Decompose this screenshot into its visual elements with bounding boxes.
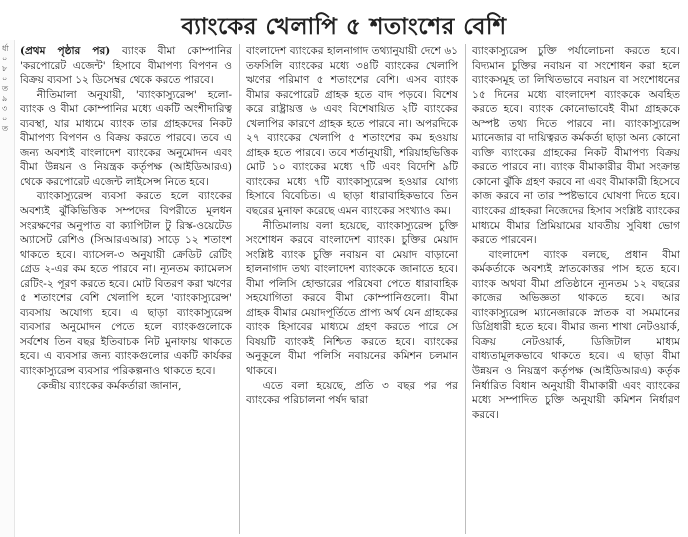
- continuation-tag: (প্রথম পৃষ্ঠার পর): [20, 45, 111, 57]
- article-body: [20, 44, 680, 534]
- column-1: [20, 44, 232, 534]
- column-divider: [239, 44, 240, 534]
- paragraph: ব্যাংকাস্যুরেন্স ব্যবসা করতে হলে ব্যাংকের অবশ্যই ঝুঁকিভিত্তিক সম্পদের বিপরীতে মূলধন সংরক্ষণের অনুপাত বা ক্যাপিটাল টু রিস্ক-ওয়েটেড অ্যাসেট রেশিও (সিআরএআর) সাড়ে ১২ শতাংশ থাকতে হবে। ব্যাসেল-৩ অনুযায়ী ক্রেডিট রেটিং গ্রেড ২-এর কম হতে পারবে না। ন্যূনতম ক্যামেলস রেটিং-২ পূরণ করতে হবে। মোট বিতরণ করা ঋণের ৫ শতাংশের বেশি খেলাপি হলে 'ব্যাংকাস্যুরেন্স' ব্যবসায় অযোগ্য হবে। এ ছাড়া ব্যাংকাস্যুরেন্স ব্যবসার অনুমোদন পেতে হলে ব্যাংকগুলোকে সর্বশেষ তিন বছর ইতিবাচক নিট মুনাফায় থাকতে হবে। এ ব্যবসার জন্য ব্যাংকগুলোর একটি কার্যকর ব্যাংকাস্যুরেন্স ব্যবসার পরিকল্পনাও থাকতে হবে।: [20, 190, 232, 378]
- paragraph: নীতিমালায় বলা হয়েছে, ব্যাংকাস্যুরেন্স চুক্তি সংশোধন করবে বাংলাদেশ ব্যাংক। চুক্তির মেয়াদ সংশ্লিষ্ট ব্যাংক চুক্তি নবায়ন বা মেয়াদ বাড়ানো হালনাগাদ তথ্য বাংলাদেশ ব্যাংককে জানাতে হবে। বীমা পলিসি হোল্ডারের পরিষেবা পেতে ধারাবাহিক সহযোগিতা করবে বীমা কোম্পানিগুলো। বীমা গ্রাহক বীমার মেয়াদপূর্তিতে প্রাপ্য অর্থ যেন গ্রাহকের ব্যাংক হিসাবের মাধ্যমে গ্রহণ করতে পারে সে বিষয়টি ব্যাংকই নিশ্চিত করতে হবে। ব্যাংকের অনুকূলে বীমা পলিসি নবায়নের কমিশন চলমান থাকবে।: [246, 219, 458, 378]
- column-2: [246, 44, 458, 534]
- paragraph: ব্যাংকাস্যুরেন্স চুক্তি পর্যালোচনা করতে হবে। বিদ্যমান চুক্তির নবায়ন বা সংশোধন করা হলে ব্যাংকসমূহ তা লিখিতভাবে নবায়ন বা সংশোধনের ১৫ দিনের মধ্যে বাংলাদেশ ব্যাংককে অবহিত করতে হবে। ব্যাংক কোনোভাবেই বীমা গ্রাহককে অস্পষ্ট তথ্য দিতে পারবে না। ব্যাংকাস্যুরেন্স ম্যানেজার বা দায়িত্বরত কর্মকর্তা ছাড়া অন্য কোনো ব্যক্তি ব্যাংকের গ্রাহকের নিকট বীমাপণ্য বিক্রয় করতে পারবে না। ব্যাংক বীমাকারীর বীমা সংক্রান্ত কোনো ঝুঁকি গ্রহণ করবে না এবং বীমাকারী হিসেবে কাজ করবে না তার স্পষ্টভাবে ঘোষণা দিতে হবে। ব্যাংকের গ্রাহকরা নিজেদের হিসাব সংশ্লিষ্ট ব্যাংকের মাধ্যমে বীমার প্রিমিয়ামের যাবতীয় সুবিধা ভোগ করতে পারবেন।: [472, 45, 680, 247]
- paragraph: [20, 44, 232, 88]
- paragraph: এতে বলা হয়েছে, প্রতি ৩ বছর পর পর ব্যাংকের পরিচালনা পর্ষদ দ্বারা: [246, 379, 458, 407]
- paragraph-text: ব্যাংক বীমা কোম্পানির 'করপোরেট এজেন্ট' হিসাবে বীমাপণ্য বিপণন ও বিক্রয় ব্যবসা ১২ ডিসেম্বর থেকে করতে পারবে।: [20, 45, 232, 87]
- adjacent-page-edge: [0, 40, 15, 537]
- paragraph: বাংলাদেশ ব্যাংকের হালনাগাদ তথ্যানুযায়ী দেশে ৬১ তফসিলি ব্যাংকের মধ্যে ৩৪টি ব্যাংকের খেলাপি ঋণের পরিমাণ ৫ শতাংশের বেশি। এসব ব্যাংক বীমার করপোরেট গ্রাহক হতে বাদ পড়বে। বিশেষ করে রাষ্ট্রায়ত্ত ৬ এবং বিশেষায়িত ২টি ব্যাংকের খেলাপির কারণে গ্রাহক হতে পারবে না। অপরদিকে ২৭ ব্যাংকের খেলাপি ৫ শতাংশের কম হওয়ায় গ্রাহক হতে পারবে। তবে শর্তানুযায়ী, শরিয়াহভিত্তিক মোট ১০ ব্যাংকের মধ্যে ৭টি এবং বিদেশি ৯টি ব্যাংকের মধ্যে ৭টি ব্যাংকাস্যুরেন্স হওয়ার যোগ্য হিসাবে বিবেচিত। এ ছাড়া ধারাবাহিকভাবে তিন বছরের মুনাফা করেছে এমন ব্যাংকের সংখ্যাও কম।: [246, 45, 458, 218]
- paragraph: বাংলাদেশ ব্যাংক বলছে, প্রধান বীমা কর্মকর্তাকে অবশ্যই স্নাতকোত্তর পাস হতে হবে। ব্যাংক অথবা বীমা প্রতিষ্ঠানে ন্যূনতম ১২ বছরের কাজের অভিজ্ঞতা থাকতে হবে। আর ব্যাংকাস্যুরেন্স ম্যানেজারকে স্নাতক বা সমমানের ডিগ্রিধারী হতে হবে। বীমার জন্য শাখা নেটওয়ার্ক, বিক্রয় নেটওয়ার্ক, ডিজিটাল মাধ্যম বাধ্যতামূলকভাবে থাকতে হবে। এ ছাড়া বীমা উন্নয়ন ও নিয়ন্ত্রণ কর্তৃপক্ষ (আইডিআরএ) কর্তৃক নির্ধারিত বিধান অনুযায়ী বীমাকারী এবং ব্যাংকের মধ্যে সম্পাদিত চুক্তি অনুযায়ী কমিশন নির্ধারণ করবে।: [472, 248, 680, 421]
- headline: ব্যাংকের খেলাপি ৫ শতাংশের বেশি: [181, 13, 507, 40]
- column-3: [472, 44, 680, 534]
- paragraph: নীতিমালা অনুযায়ী, 'ব্যাংকাস্যুরেন্স' হলো- ব্যাংক ও বীমা কোম্পানির মধ্যে একটি অংশীদারিত্ব ব্যবস্থা, যার মাধ্যমে ব্যাংক তার গ্রাহকদের নিকট বীমাপণ্য বিপণন ও বিক্রয় করতে পারবে। তবে এ জন্য অবশ্যই বাংলাদেশ ব্যাংকের অনুমোদন এবং বীমা উন্নয়ন ও নিয়ন্ত্রক কর্তৃপক্ষ (আইডিআরএ) থেকে করপোরেট এজেন্ট লাইসেন্স নিতে হবে।: [20, 88, 232, 188]
- adjacent-page-text: র্ধা ০ ৮ ০ ত ৯ ৩ ০ ত: [2, 44, 9, 133]
- column-divider: [465, 44, 466, 534]
- paragraph: কেন্দ্রীয় ব্যাংকের কর্মকর্তারা জানান,: [36, 379, 182, 392]
